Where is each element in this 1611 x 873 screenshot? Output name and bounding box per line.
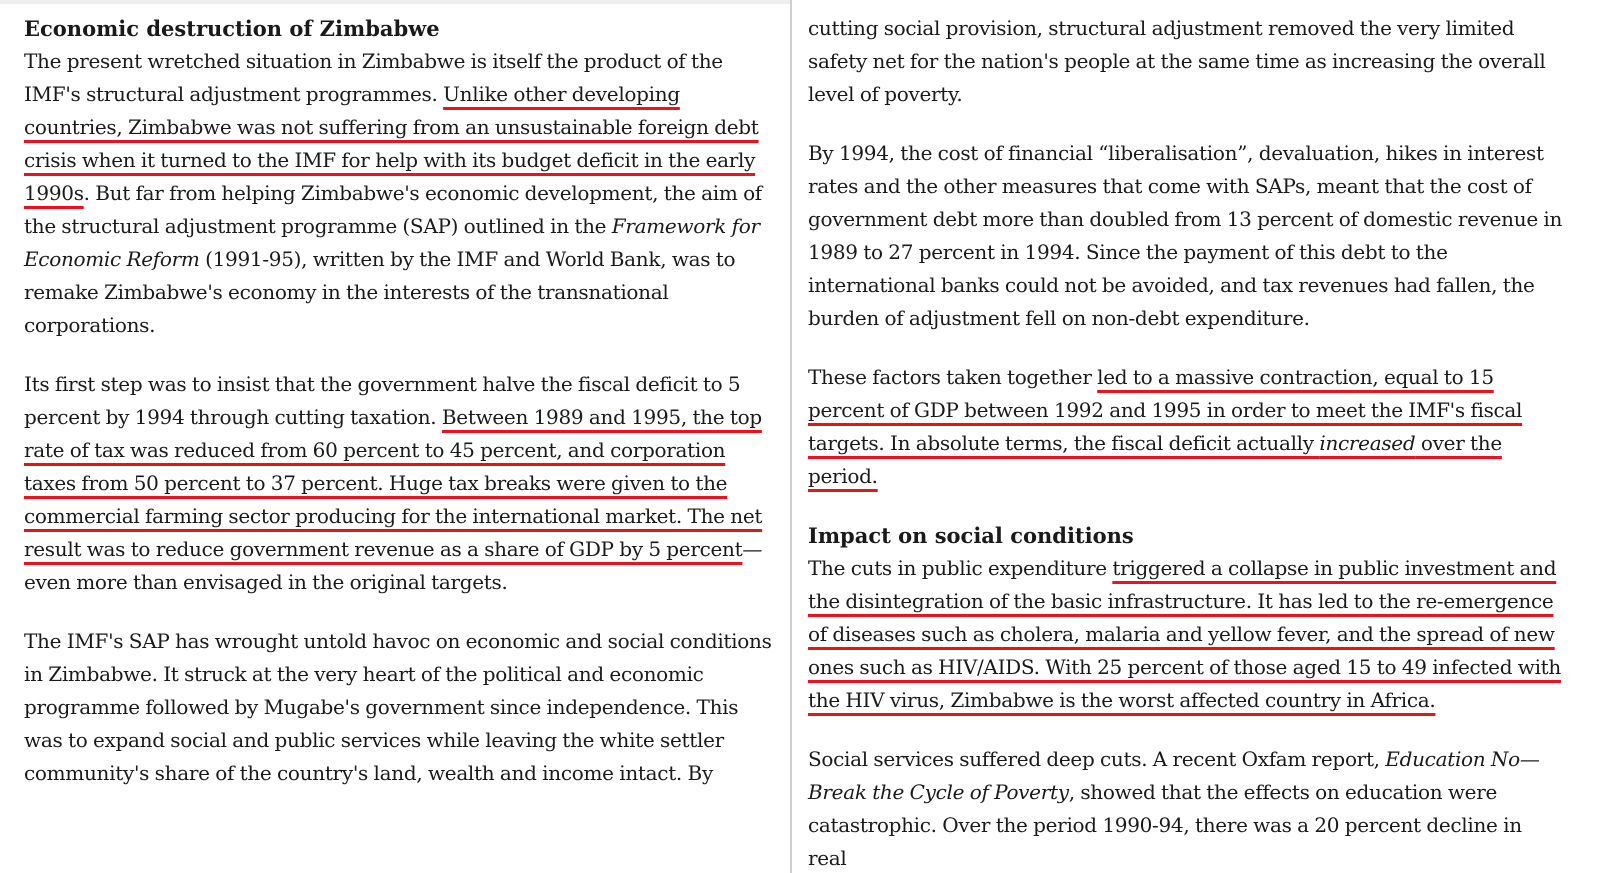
italic-title: Framework for Economic Reform — [24, 214, 760, 271]
paragraph-right-2: By 1994, the cost of financial “liberalisation”, devaluation, hikes in interest rates and the other measures that come with SAPs, meant that the cost of government debt more than doubled from 13 percent of domestic revenue in 1989 to 27 percent in 1994. Since the payment of this debt to the international banks could not be avoided, and tax revenues had fallen, the burden of adjustment fell on non-debt expenditure. — [808, 141, 1563, 330]
paragraph-right-3 — [808, 361, 1563, 493]
paragraph-right-1: cutting social provision, structural adjustment removed the very limited safety net for the nation's people at the same time as increasing the overall level of poverty. — [808, 16, 1546, 106]
paragraph-left-2 — [24, 368, 772, 599]
paragraph-right-4 — [808, 552, 1563, 717]
text-run: led to a massive contraction, equal to 15 percent of GDP between 1992 and 1995 in order to meet the IMF's fiscal targets. In absolute terms, the fiscal deficit actually — [808, 365, 1523, 455]
text-run: . But far from helping Zimbabwe's economic development, the aim of the structural adjustment programme (SAP) outlined in the — [24, 181, 762, 238]
section-heading-social-conditions: Impact on social conditions — [808, 523, 1134, 548]
italic-title: Education No—Break the Cycle of Poverty — [808, 747, 1540, 804]
text-run: , showed that the effects on education were catastrophic. Over the period 1990-94, there was a 20 percent decline in real — [808, 780, 1522, 870]
right-column — [790, 0, 1611, 873]
italic-emphasis: increased — [1319, 431, 1416, 455]
left-column — [0, 0, 790, 873]
highlighted-text: Unlike other developing countries, Zimbabwe was not suffering from an unsustainable foreign debt crisis when it turned to the IMF for help with its budget deficit in the early 1990s — [24, 82, 759, 205]
paragraph-right-5 — [808, 743, 1563, 873]
highlighted-text: Between 1989 and 1995, the top rate of tax was reduced from 60 percent to 45 percent, and corporation taxes from 50 percent to 37 percent. Huge tax breaks were given to the commercial farming sector producing for the international market. The net result was to reduce government revenue as a share of GDP by 5 percent — [24, 405, 763, 561]
paragraph-left-3: The IMF's SAP has wrought untold havoc on economic and social conditions in Zimbabwe. It struck at the very heart of the political and economic programme followed by Mugabe's government since independence. This was to expand social and public services while leaving the white settler community's share of the country's land, wealth and income intact. By — [24, 629, 772, 785]
section-heading-economic-destruction: Economic destruction of Zimbabwe — [24, 16, 440, 41]
text-run: The present wretched situation in Zimbabwe is itself the product of the IMF's structural adjustment programmes. — [24, 49, 723, 106]
text-run: These factors taken together — [808, 365, 1098, 389]
text-run: (1991-95), written by the IMF and World Bank, was to remake Zimbabwe's economy in the interests of the transnational corporations. — [24, 247, 736, 337]
text-run: Its first step was to insist that the government halve the fiscal deficit to 5 percent by 1994 through cutting taxation. — [24, 372, 741, 429]
paragraph-left-1 — [24, 45, 772, 342]
text-run: Social services suffered deep cuts. A recent Oxfam report, — [808, 747, 1386, 771]
text-run: —even more than envisaged in the original targets. — [24, 537, 763, 594]
text-run: The cuts in public expenditure — [808, 556, 1113, 580]
highlighted-text: triggered a collapse in public investment and the disintegration of the basic infrastructure. It has led to the re-emergence of diseases such as cholera, malaria and yellow fever, and the spread of new ones such as HIV/AIDS. With 25 percent of those aged 15 to 49 infected with the HIV virus, Zimbabwe is the worst affected country in Africa. — [808, 556, 1561, 712]
text-run: over the period. — [808, 431, 1502, 488]
